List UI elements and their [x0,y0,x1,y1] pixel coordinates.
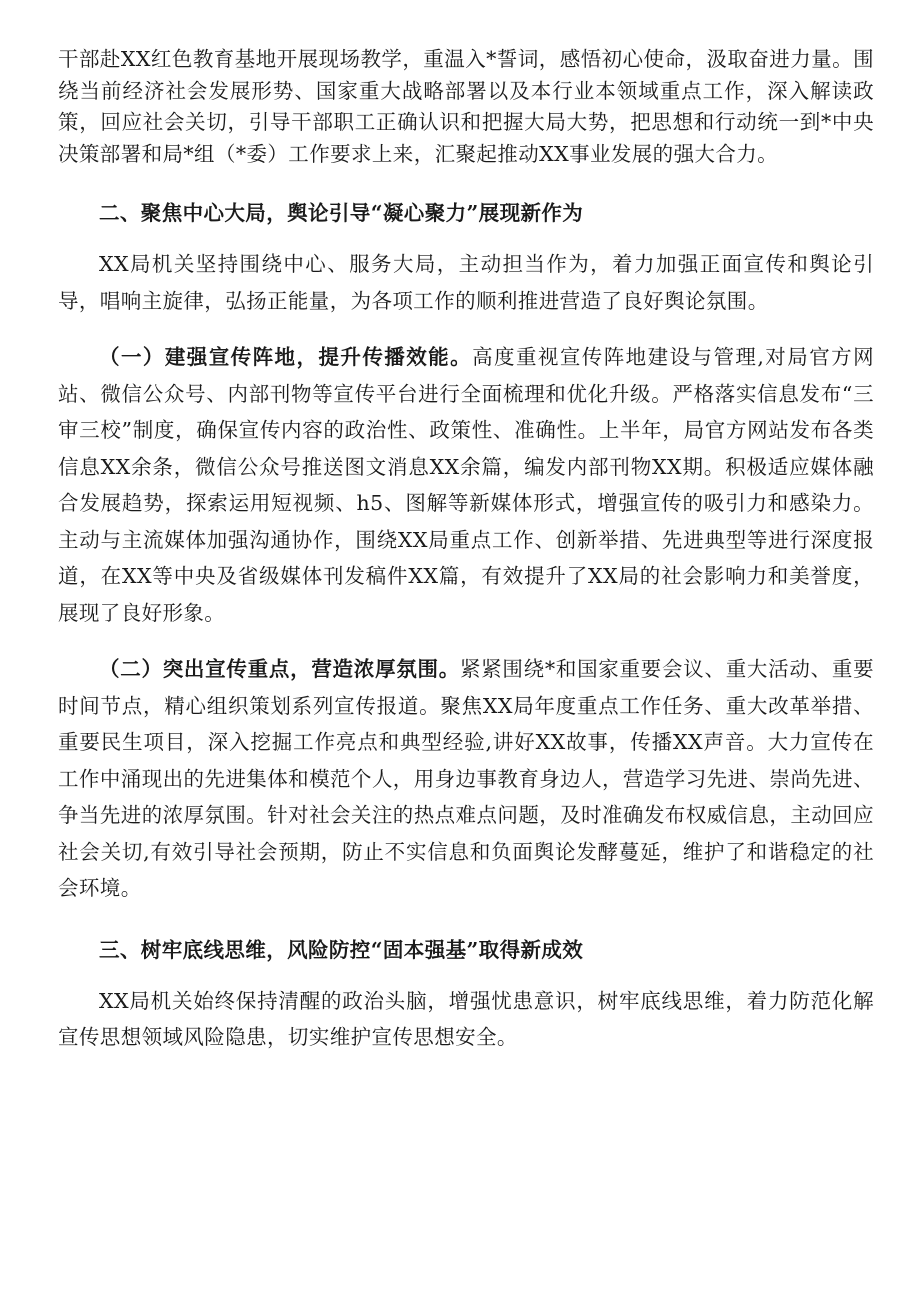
document-page [58,44,874,1056]
section-heading-3: 三、树牢底线思维，风险防控“固本强基”取得新成效 [99,937,584,962]
intro-paragraph: 干部赴XX红色教育基地开展现场教学，重温入*誓词，感悟初心使命，汲取奋进力量。围绕当前经济社会发展形势、国家重大战略部署以及本行业本领域重点工作，深入解读政策，回应社会关切，引导干部职工正确认识和把握大局大势，把思想和行动统一到*中央决策部署和局*组（*委）工作要求上来，汇聚起推动XX事业发展的强大合力。 [58,47,874,166]
item-1-lead: （一）建强宣传阵地，提升传播效能。 [99,345,473,369]
section-2-item-1 [58,339,874,631]
section-3-intro: XX局机关始终保持清醒的政治头脑，增强忧患意识，树牢底线思维，着力防范化解宣传思想领域风险隐患，切实维护宣传思想安全。 [58,988,874,1049]
item-1-body: 高度重视宣传阵地建设与管理,对局官方网站、微信公众号、内部刊物等宣传平台进行全面梳理和优化升级。严格落实信息发布“三审三校”制度，确保宣传内容的政治性、政策性、准确性。上半年，局官方网站发布各类信息XX余条，微信公众号推送图文消息XX余篇，编发内部刊物XX期。积极适应媒体融合发展趋势，探索运用短视频、h5、图解等新媒体形式，增强宣传的吸引力和感染力。主动与主流媒体加强沟通协作，围绕XX局重点工作、创新举措、先进典型等进行深度报道，在XX等中央及省级媒体刊发稿件XX篇，有效提升了XX局的社会影响力和美誉度，展现了良好形象。 [58,345,874,625]
item-2-body: 紧紧围绕*和国家重要会议、重大活动、重要时间节点，精心组织策划系列宣传报道。聚焦XX局年度重点工作任务、重大改革举措、重要民生项目，深入挖掘工作亮点和典型经验,讲好XX故事，传播XX声音。大力宣传在工作中涌现出的先进集体和模范个人，用身边事教育身边人，营造学习先进、崇尚先进、争当先进的浓厚氛围。针对社会关注的热点难点问题，及时准确发布权威信息，主动回应社会关切,有效引导社会预期，防止不实信息和负面舆论发酵蔓延，维护了和谐稳定的社会环境。 [58,657,874,900]
item-2-lead: （二）突出宣传重点，营造浓厚氛围。 [99,657,460,681]
section-2-item-2 [58,651,874,907]
section-heading-2: 二、聚焦中心大局，舆论引导“凝心聚力”展现新作为 [99,201,584,225]
section-2-intro: XX局机关坚持围绕中心、服务大局，主动担当作为，着力加强正面宣传和舆论引导，唱响主旋律，弘扬正能量，为各项工作的顺利推进营造了良好舆论氛围。 [58,252,874,313]
